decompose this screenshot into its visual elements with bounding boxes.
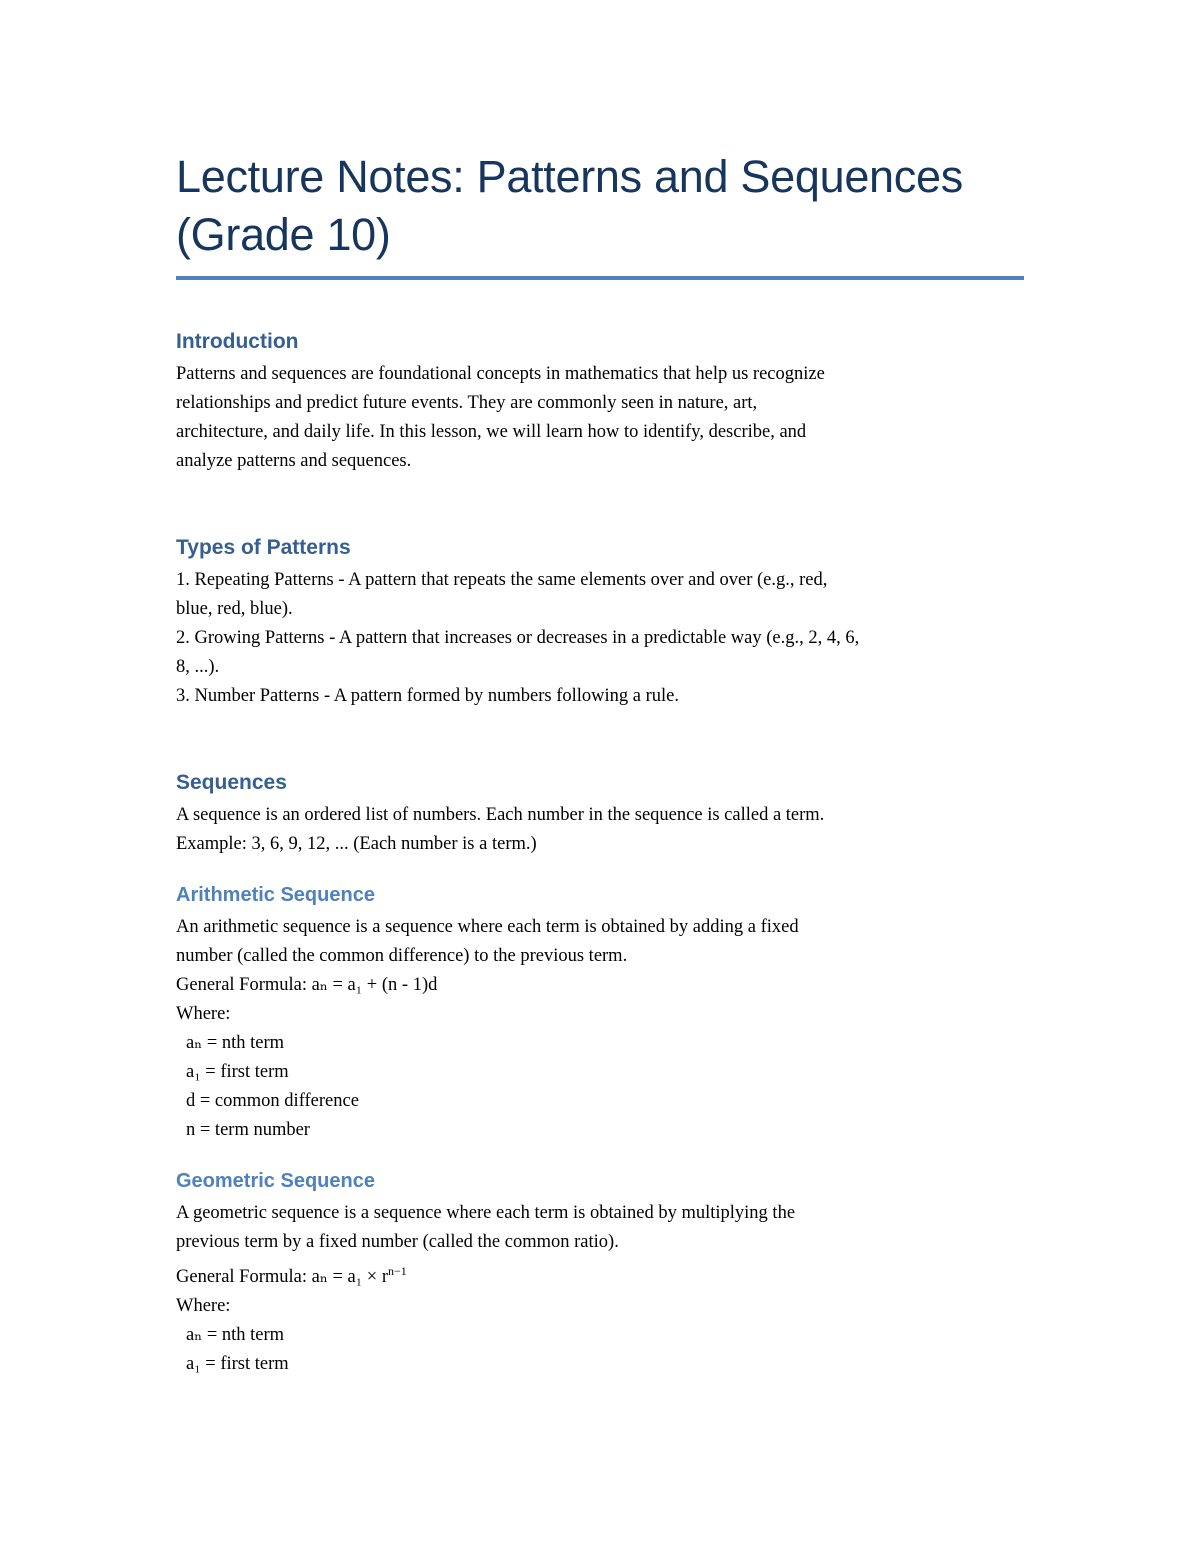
list-line: 3. Number Patterns - A pattern formed by numbers following a rule. bbox=[176, 686, 679, 706]
list-line: blue, red, blue). bbox=[176, 599, 293, 619]
formula-exponent: n−1 bbox=[388, 1264, 407, 1278]
document-title bbox=[176, 148, 1026, 264]
paragraph-line: Patterns and sequences are foundational concepts in mathematics that help us recognize bbox=[176, 364, 825, 384]
sequences-paragraph bbox=[176, 801, 1026, 859]
paragraph-line: An arithmetic sequence is a sequence where each term is obtained by adding a fixed bbox=[176, 917, 799, 937]
definition-line: n = term number bbox=[186, 1120, 310, 1140]
title-underline bbox=[176, 276, 1024, 280]
definition-line: aₙ = nth term bbox=[186, 1325, 285, 1346]
geometric-sequence-body bbox=[176, 1199, 1026, 1379]
where-label: Where: bbox=[176, 1004, 231, 1024]
paragraph-line: relationships and predict future events. They are commonly seen in nature, art, bbox=[176, 393, 758, 413]
title-line-2: (Grade 10) bbox=[176, 209, 391, 260]
definition-line: a₁ = first term bbox=[186, 1062, 289, 1082]
paragraph-line: previous term by a fixed number (called the common ratio). bbox=[176, 1232, 619, 1252]
list-line: 8, ...). bbox=[176, 657, 220, 677]
geometric-sequence-heading: Geometric Sequence bbox=[176, 1170, 375, 1192]
definition-line: aₙ = nth term bbox=[186, 1033, 285, 1053]
introduction-paragraph bbox=[176, 360, 1026, 476]
introduction-heading: Introduction bbox=[176, 330, 299, 353]
formula-text: General Formula: aₙ = a₁ × r bbox=[176, 1267, 389, 1288]
where-label: Where: bbox=[176, 1296, 231, 1317]
definition-line: d = common difference bbox=[186, 1091, 359, 1111]
sequences-heading: Sequences bbox=[176, 771, 287, 794]
paragraph-line: architecture, and daily life. In this lesson, we will learn how to identify, describe, and bbox=[176, 422, 807, 442]
paragraph-line: analyze patterns and sequences. bbox=[176, 451, 412, 471]
list-line: 1. Repeating Patterns - A pattern that repeats the same elements over and over (e.g., red, bbox=[176, 570, 828, 590]
paragraph-line: number (called the common difference) to the previous term. bbox=[176, 946, 628, 966]
arithmetic-sequence-body bbox=[176, 913, 1026, 1145]
types-of-patterns-heading: Types of Patterns bbox=[176, 536, 351, 559]
types-of-patterns-list bbox=[176, 566, 1026, 711]
list-line: 2. Growing Patterns - A pattern that increases or decreases in a predictable way (e.g., 2, 4, 6, bbox=[176, 628, 860, 648]
paragraph-line: A geometric sequence is a sequence where each term is obtained by multiplying the bbox=[176, 1203, 796, 1223]
arithmetic-formula: General Formula: aₙ = a₁ + (n - 1)d bbox=[176, 975, 438, 995]
paragraph-line: Example: 3, 6, 9, 12, ... (Each number is a term.) bbox=[176, 834, 537, 854]
arithmetic-sequence-heading: Arithmetic Sequence bbox=[176, 884, 375, 906]
title-line-1: Lecture Notes: Patterns and Sequences bbox=[176, 151, 963, 202]
geometric-formula bbox=[176, 1257, 1026, 1292]
definition-line: a₁ = first term bbox=[186, 1354, 289, 1375]
document-page bbox=[176, 148, 1026, 1379]
paragraph-line: A sequence is an ordered list of numbers. Each number in the sequence is called a term. bbox=[176, 805, 825, 825]
